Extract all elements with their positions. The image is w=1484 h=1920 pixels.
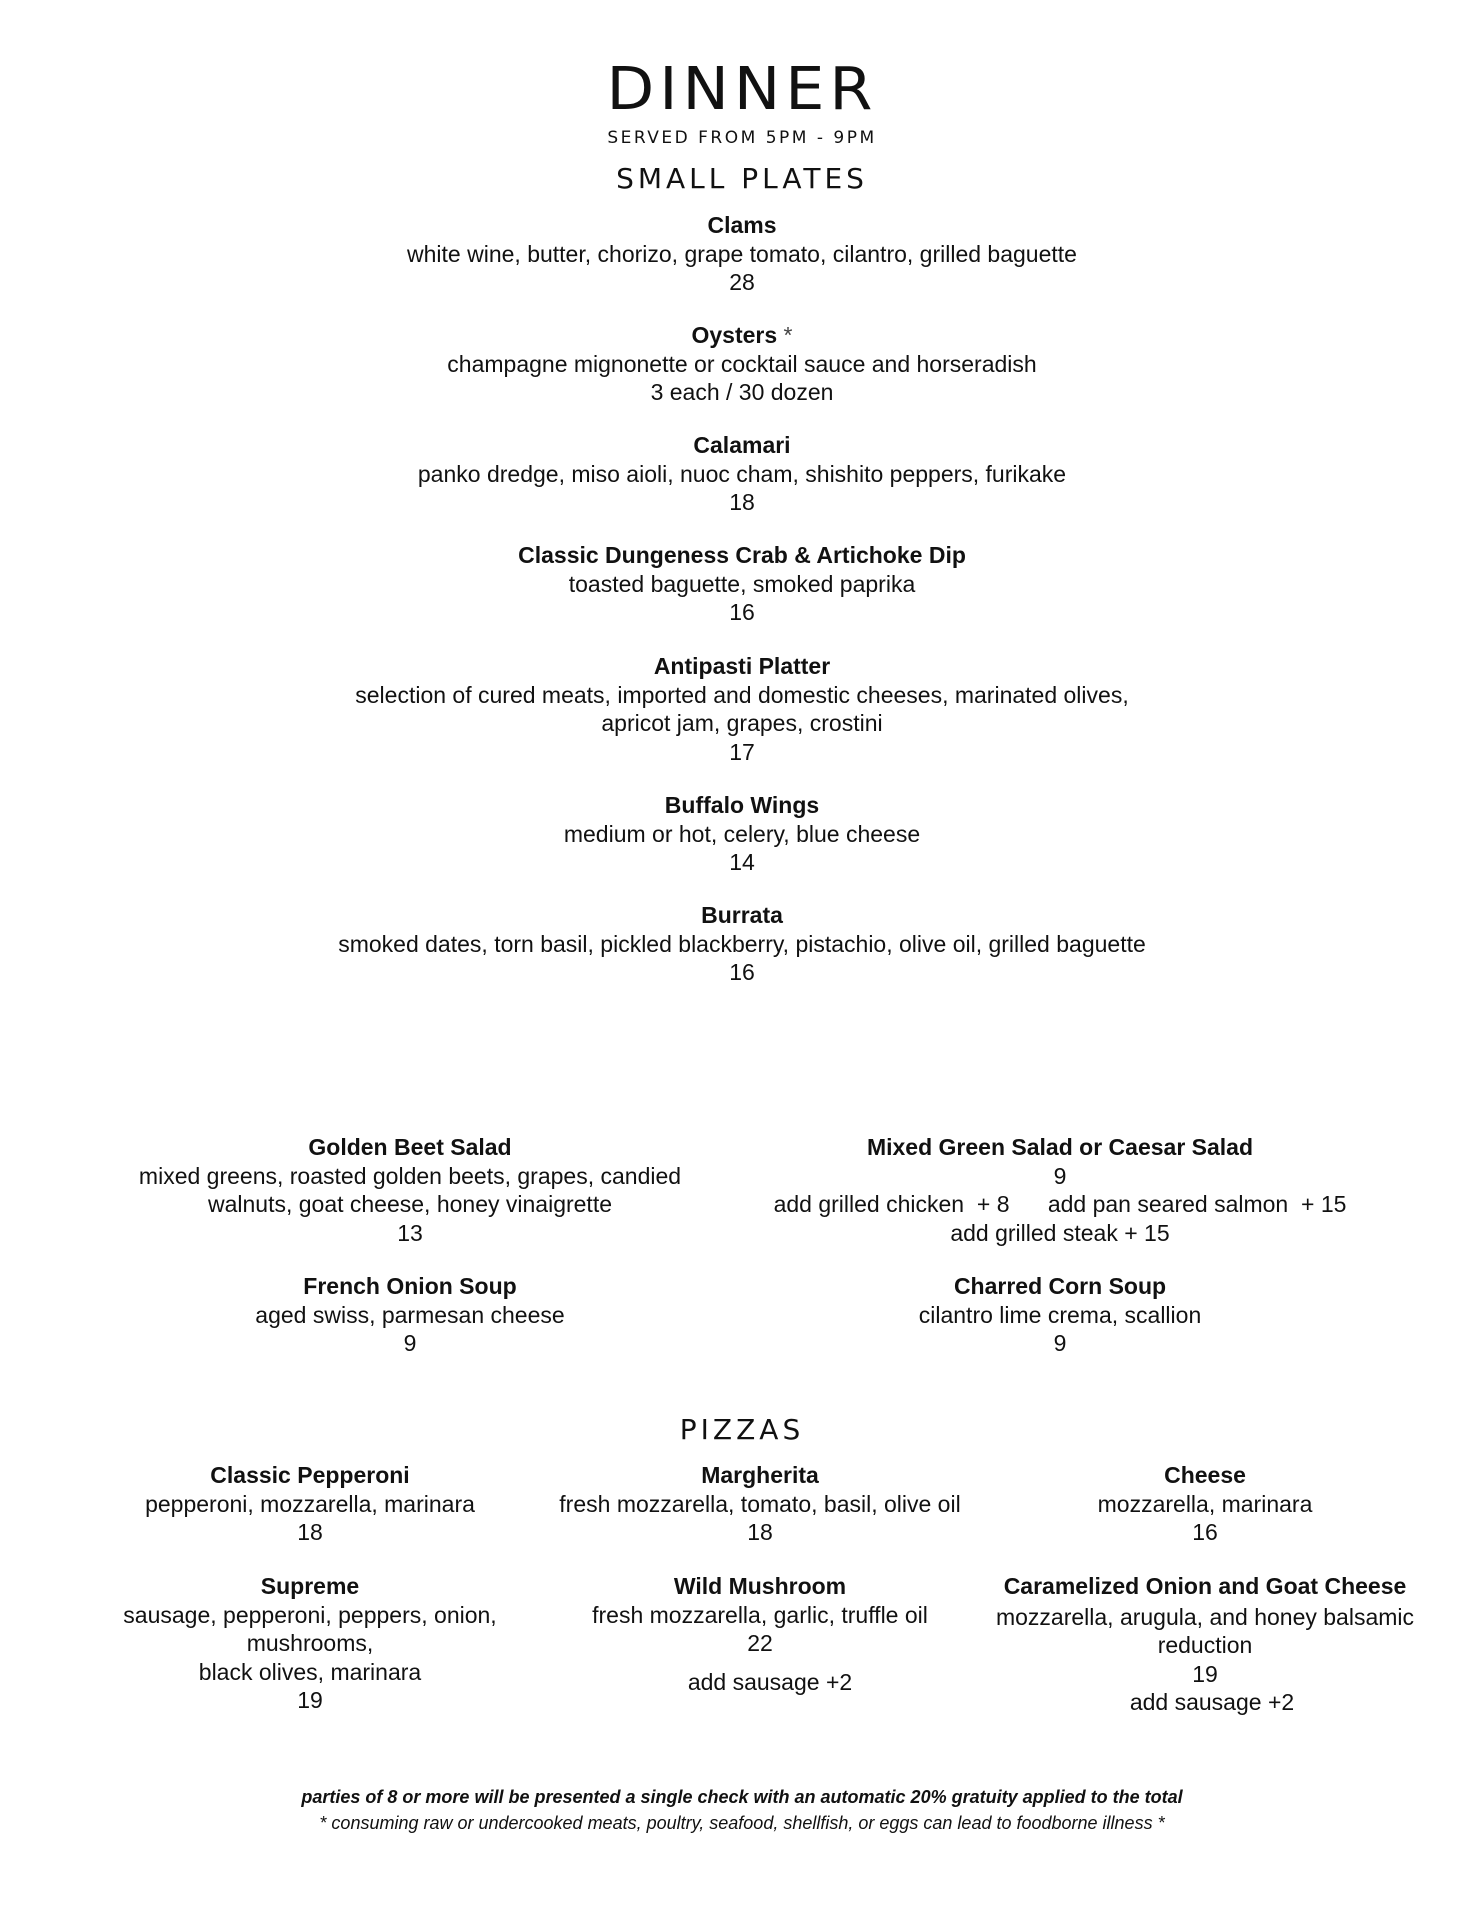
item-price: 9 bbox=[1053, 1330, 1067, 1356]
menu-item-clams bbox=[0, 211, 1484, 297]
item-name: Burrata bbox=[701, 902, 783, 928]
item-description: mozzarella, arugula, and honey balsamic bbox=[995, 1603, 1415, 1630]
item-description: mozzarella, marinara bbox=[1097, 1490, 1313, 1517]
item-description: aged swiss, parmesan cheese bbox=[255, 1301, 565, 1328]
item-addon: add sausage +2 bbox=[1129, 1689, 1295, 1715]
item-price: 16 bbox=[1192, 1519, 1218, 1545]
item-addon: add sausage +2 bbox=[687, 1668, 853, 1695]
menu-item-caramelized-onion-goat-cheese bbox=[985, 1572, 1425, 1717]
item-name: Antipasti Platter bbox=[653, 653, 831, 679]
item-description: cilantro lime crema, scallion bbox=[918, 1301, 1202, 1328]
item-price: 19 bbox=[297, 1687, 323, 1713]
item-price: 18 bbox=[729, 489, 755, 515]
item-description: medium or hot, celery, blue cheese bbox=[563, 820, 921, 847]
item-name: Calamari bbox=[693, 432, 791, 458]
menu-item-french-onion-soup bbox=[100, 1272, 720, 1358]
item-name: Margherita bbox=[701, 1462, 819, 1488]
item-name: Wild Mushroom bbox=[673, 1573, 847, 1599]
item-price: 3 each / 30 dozen bbox=[650, 379, 834, 405]
item-description: mixed greens, roasted golden beets, grapes, candied bbox=[138, 1162, 682, 1189]
item-price: 28 bbox=[729, 269, 755, 295]
foodborne-illness-warning: * consuming raw or undercooked meats, poultry, seafood, shellfish, or eggs can lead to foodborne illness * bbox=[319, 1813, 1165, 1833]
item-name: Caramelized Onion and Goat Cheese bbox=[1003, 1573, 1407, 1599]
menu-item-oysters bbox=[0, 321, 1484, 407]
item-description-line2: apricot jam, grapes, crostini bbox=[601, 710, 883, 736]
item-description-line3: black olives, marinara bbox=[198, 1658, 422, 1685]
item-price: 9 bbox=[1053, 1162, 1067, 1189]
item-name: Supreme bbox=[260, 1573, 360, 1599]
item-name: Mixed Green Salad or Caesar Salad bbox=[866, 1134, 1254, 1160]
menu-item-margherita bbox=[540, 1461, 980, 1547]
menu-item-crab-dip bbox=[0, 541, 1484, 627]
menu-item-classic-pepperoni bbox=[100, 1461, 520, 1547]
section-title-pizzas: PIZZAS bbox=[679, 1413, 805, 1446]
item-name: Buffalo Wings bbox=[664, 792, 820, 818]
item-name: Cheese bbox=[1164, 1462, 1246, 1488]
menu-item-buffalo-wings bbox=[0, 791, 1484, 877]
item-description: fresh mozzarella, tomato, basil, olive oil bbox=[559, 1490, 961, 1517]
item-description: sausage, pepperoni, peppers, onion, bbox=[123, 1601, 497, 1628]
item-addons: add grilled chicken + 8 add pan seared salmon + 15 bbox=[773, 1191, 1347, 1217]
item-description: selection of cured meats, imported and domestic cheeses, marinated olives, bbox=[355, 681, 1129, 708]
item-price: 16 bbox=[729, 959, 755, 985]
item-price: 22 bbox=[747, 1630, 773, 1656]
menu-item-cheese bbox=[985, 1461, 1425, 1547]
item-price: 19 bbox=[1192, 1660, 1218, 1687]
item-description-line2: mushrooms, bbox=[246, 1630, 374, 1656]
item-description-line2: walnuts, goat cheese, honey vinaigrette bbox=[207, 1191, 613, 1217]
menu-hours: SERVED FROM 5PM - 9PM bbox=[607, 128, 877, 148]
item-price: 18 bbox=[747, 1519, 773, 1545]
item-description-line2: reduction bbox=[1157, 1632, 1253, 1658]
item-name: Classic Pepperoni bbox=[210, 1462, 410, 1488]
item-name: Charred Corn Soup bbox=[953, 1273, 1167, 1299]
menu-item-antipasti bbox=[0, 652, 1484, 766]
item-addon-steak: add grilled steak + 15 bbox=[950, 1219, 1170, 1246]
item-price: 9 bbox=[403, 1330, 417, 1356]
menu-item-burrata bbox=[0, 901, 1484, 987]
gratuity-notice: parties of 8 or more will be presented a single check with an automatic 20% gratuity applied to the total bbox=[301, 1787, 1183, 1807]
menu-item-mixed-green-salad bbox=[740, 1133, 1380, 1247]
menu-item-golden-beet-salad bbox=[100, 1133, 720, 1247]
item-price: 16 bbox=[729, 599, 755, 625]
menu-item-calamari bbox=[0, 431, 1484, 517]
item-price: 17 bbox=[729, 738, 755, 765]
item-description: smoked dates, torn basil, pickled blackberry, pistachio, olive oil, grilled baguette bbox=[338, 930, 1146, 957]
menu-item-supreme bbox=[100, 1572, 520, 1715]
item-description: pepperoni, mozzarella, marinara bbox=[145, 1490, 475, 1517]
item-name: Clams bbox=[707, 212, 777, 238]
item-name: Classic Dungeness Crab & Artichoke Dip bbox=[518, 542, 966, 568]
item-description: toasted baguette, smoked paprika bbox=[568, 570, 916, 597]
item-name: Oysters bbox=[691, 322, 778, 348]
item-description: fresh mozzarella, garlic, truffle oil bbox=[592, 1601, 928, 1628]
raw-warning-asterisk: * bbox=[777, 322, 793, 348]
item-name: French Onion Soup bbox=[303, 1273, 517, 1299]
menu-item-charred-corn-soup bbox=[740, 1272, 1380, 1358]
item-price: 14 bbox=[729, 849, 755, 875]
item-description: panko dredge, miso aioli, nuoc cham, shishito peppers, furikake bbox=[417, 460, 1067, 487]
item-description: white wine, butter, chorizo, grape tomato, cilantro, grilled baguette bbox=[407, 240, 1077, 267]
item-description: champagne mignonette or cocktail sauce and horseradish bbox=[447, 350, 1037, 377]
item-price: 18 bbox=[297, 1519, 323, 1545]
section-title-small-plates: SMALL PLATES bbox=[616, 162, 868, 195]
item-price: 13 bbox=[397, 1219, 423, 1246]
item-name: Golden Beet Salad bbox=[308, 1134, 512, 1160]
menu-title: DINNER bbox=[606, 53, 878, 124]
menu-item-wild-mushroom bbox=[540, 1572, 980, 1696]
